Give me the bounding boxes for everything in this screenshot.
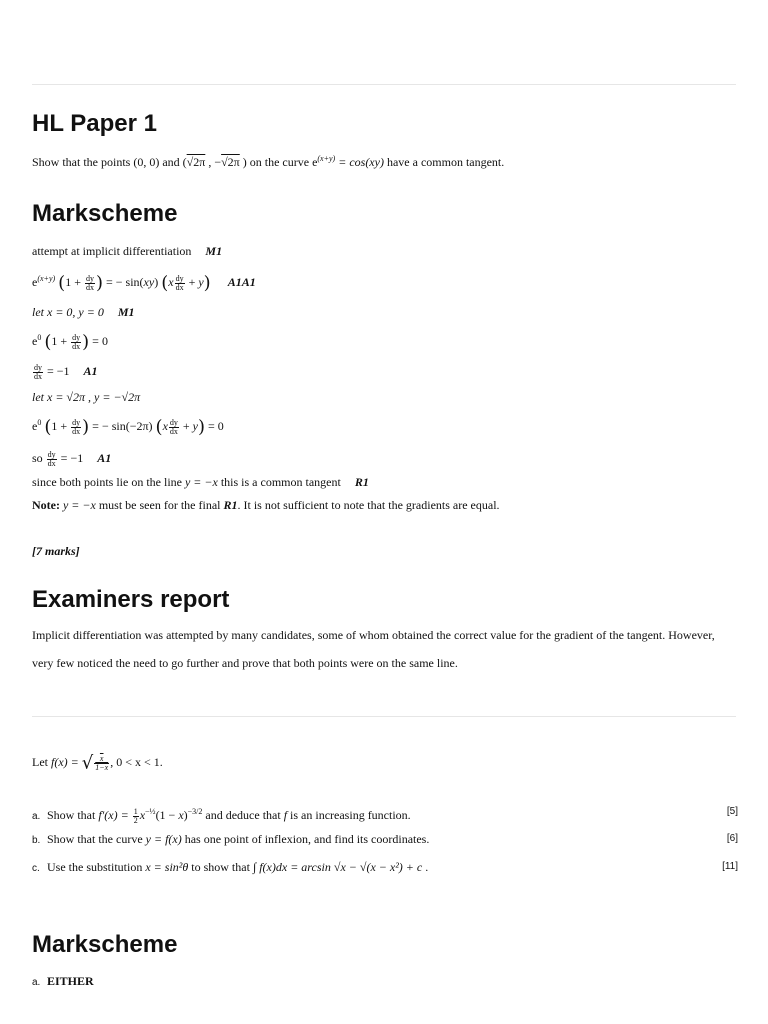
question-text: Show that the points (0, 0) and (√2π , −√2π ) on the curve $e^{(x+y)} = \cos(xy)$ have a common tangent. <box>32 154 505 169</box>
ms-line-2: $e^{(x+y)}$ (1 + $\frac{dy}{dx}$ ) = − sin(xy) (x $\frac{dy}{dx}$ + y) A1A1 <box>32 272 256 294</box>
ms-line-7: $e^0$ (1 + $\frac{dy}{dx}$ ) = − sin(−2π) (x $\frac{dy}{dx}$ + y) = 0 <box>32 416 224 438</box>
section-divider <box>32 716 736 717</box>
question-part-b: b. Show that the curve y = f(x) has one point of inflexion, and find its coordinates. <box>32 832 430 846</box>
marks-part-a: [5] <box>726 806 738 817</box>
ms-line-6: let x = √2π , y = −√2π <box>32 390 141 404</box>
examiners-report-title: Examiners report <box>32 586 230 613</box>
examiners-report-text: Implicit differentiation was attempted by many candidates, some of whom obtained the correct value for the gradient of the tangent. However, very few noticed the need to go further and prove that both points were on the same line. <box>32 628 715 670</box>
ms-line-8: so $\frac{dy}{dx}$ = −1 A1 <box>32 449 112 468</box>
markscheme-title: Markscheme <box>32 200 178 227</box>
ms-line-4: $e^0$ (1 + $\frac{dy}{dx}$ ) = 0 <box>32 331 108 353</box>
marks-part-b: [6] <box>726 833 738 844</box>
ms-note: Note: y = −x must be seen for the final R1. It is not sufficient to note that the gradients are equal. <box>32 498 500 512</box>
ms-total-marks: [7 marks] <box>32 544 80 558</box>
marks-part-c: [11] <box>722 861 738 872</box>
ms-line-3: let x = 0, y = 0 M1 <box>32 305 135 319</box>
section2-intro: Let f(x) = √ $\frac{x}{1-x}$ , 0 < x < 1. <box>32 752 163 774</box>
ms-line-5: $\frac{dy}{dx}$ = −1 A1 <box>34 362 98 381</box>
ms-line-1: attempt at implicit differentiation M1 <box>32 244 223 258</box>
ms-line-9: since both points lie on the line y = −x this is a common tangent R1 <box>32 475 369 489</box>
question-part-a: a. Show that f′(x) = $\frac{1}{2}$ $x^{-\frac{1}{2}}(1 - x)^{-3/2}$ and deduce that f is an increasing function. <box>32 806 411 825</box>
top-divider <box>32 84 736 85</box>
markscheme-title-2: Markscheme <box>32 931 178 958</box>
question-part-c: c. Use the substitution x = sin²θ to show that ∫ f(x)dx = arcsin √x − √(x − x²) + c . <box>32 860 429 874</box>
ms2-either: a. EITHER <box>32 974 94 988</box>
section-title-hl-paper-1: HL Paper 1 <box>32 110 157 137</box>
